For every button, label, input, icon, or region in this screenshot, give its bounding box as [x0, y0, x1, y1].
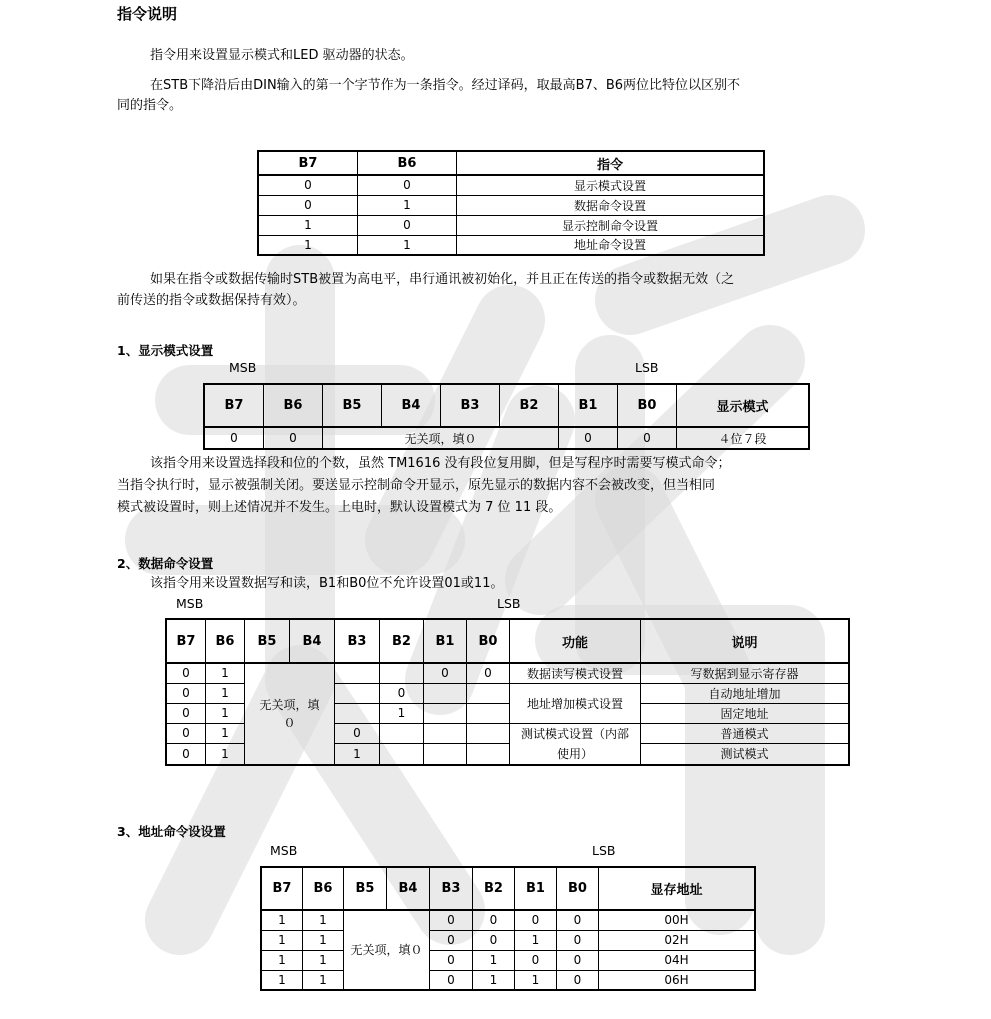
description-cell: 写数据到显示寄存器	[641, 663, 850, 683]
lsb-label: LSB	[635, 360, 659, 375]
dont-care-cell: 无关项，填０	[323, 427, 559, 449]
table-cell: 1	[358, 235, 457, 255]
table-cell: 0	[166, 723, 206, 744]
header-b3: B3	[335, 619, 380, 663]
table-cell: 0	[358, 175, 457, 195]
display-mode-table	[203, 383, 810, 450]
header-b5: B5	[245, 619, 290, 663]
table-cell	[335, 663, 380, 683]
header-b4: B4	[382, 384, 441, 427]
table-cell: 1	[303, 970, 344, 990]
header-display-address: 显存地址	[599, 867, 756, 910]
table-cell	[380, 663, 424, 683]
table-cell: 1	[261, 950, 303, 970]
description-cell: 测试模式	[641, 744, 850, 765]
description-cell: 自动地址增加	[641, 683, 850, 703]
address-command-table	[260, 866, 756, 991]
header-b1: B1	[424, 619, 467, 663]
header-b1: B1	[515, 867, 557, 910]
table-cell: 0	[515, 950, 557, 970]
display-mode-value: ４位７段	[677, 427, 810, 449]
address-cell: 00H	[599, 910, 756, 930]
table-cell: 0	[515, 910, 557, 930]
table-cell: 0	[258, 195, 358, 215]
header-b1: B1	[559, 384, 618, 427]
table-cell: 0	[166, 663, 206, 683]
table-cell: 0	[258, 175, 358, 195]
table-cell: 0	[335, 723, 380, 744]
dont-care-text: 无关项，填０	[259, 697, 320, 730]
table-cell: 0	[557, 910, 599, 930]
header-b4: B4	[290, 619, 335, 663]
table-cell: 1	[206, 663, 245, 683]
table-cell: 1	[380, 703, 424, 723]
address-cell: 04H	[599, 950, 756, 970]
page-title: 指令说明	[117, 5, 178, 23]
table-cell: 0	[473, 930, 515, 950]
header-b0: B0	[618, 384, 677, 427]
table-cell: 1	[358, 195, 457, 215]
section-1-title: 1、显示模式设置	[117, 343, 214, 358]
header-function: 功能	[510, 619, 641, 663]
msb-label: MSB	[229, 360, 257, 375]
table-cell: 0	[430, 970, 473, 990]
table-cell: 0	[166, 703, 206, 723]
table-cell: 0	[473, 910, 515, 930]
table-cell: 0	[430, 930, 473, 950]
data-command-table	[165, 618, 850, 766]
header-display-mode: 显示模式	[677, 384, 810, 427]
table-cell	[380, 723, 424, 744]
section-2-description: 该指令用来设置数据写和读，B1和B0位不允许设置01或11。	[150, 576, 504, 591]
header-b3: B3	[441, 384, 500, 427]
table-cell: 1	[261, 910, 303, 930]
table-cell: 1	[206, 683, 245, 703]
header-b5: B5	[323, 384, 382, 427]
table-cell: 1	[206, 703, 245, 723]
table-cell: 1	[303, 930, 344, 950]
intro-paragraph-2: 在STB下降沿后由DIN输入的第一个字节作为一条指令。经过译码，取最高B7、B6两位比特位以区别不	[150, 78, 741, 93]
section-1-paragraph-3: 模式被设置时，则上述情况并不发生。上电时，默认设置模式为 7 位 11 段。	[117, 500, 562, 515]
header-b2: B2	[380, 619, 424, 663]
table-cell: 0	[204, 427, 264, 449]
intro-paragraph-1: 指令用来设置显示模式和LED 驱动器的状态。	[150, 48, 414, 63]
table-cell: 显示模式设置	[457, 175, 765, 195]
header-description: 说明	[641, 619, 850, 663]
header-b5: B5	[344, 867, 387, 910]
table-cell	[335, 703, 380, 723]
section-3-title: 3、地址命令设设置	[117, 824, 226, 839]
function-text: 测试模式设置（内部使用）	[520, 726, 629, 761]
address-cell: 02H	[599, 930, 756, 950]
table-cell: 0	[424, 663, 467, 683]
table-cell: 1	[515, 930, 557, 950]
table-cell: 0	[264, 427, 323, 449]
table-cell: 1	[261, 930, 303, 950]
table-cell: 0	[557, 930, 599, 950]
table-cell	[467, 744, 510, 765]
table-cell: 0	[467, 663, 510, 683]
header-b0: B0	[467, 619, 510, 663]
dont-care-text: 无关项，填０	[350, 943, 423, 957]
lsb-label: LSB	[497, 596, 521, 611]
function-cell: 数据读写模式设置	[510, 663, 641, 683]
table-cell	[424, 683, 467, 703]
table-cell	[424, 744, 467, 765]
header-b0: B0	[557, 867, 599, 910]
header-b6: B6	[206, 619, 245, 663]
table-cell: 0	[166, 683, 206, 703]
header-b4: B4	[387, 867, 430, 910]
table-cell: 0	[166, 744, 206, 765]
table-cell: 1	[206, 744, 245, 765]
table-cell: 0	[358, 215, 457, 235]
table-cell: 0	[557, 950, 599, 970]
note-paragraph-cont: 前传送的指令或数据保持有效）。	[117, 293, 306, 308]
table-cell: 1	[473, 970, 515, 990]
section-1-paragraph-2: 当指令执行时，显示被强制关闭。要送显示控制命令开显示，原先显示的数据内容不会被改变，但当相同	[117, 478, 716, 493]
header-b7: B7	[166, 619, 206, 663]
table-cell	[467, 703, 510, 723]
header-b6: B6	[303, 867, 344, 910]
header-b7: B7	[204, 384, 264, 427]
description-cell: 固定地址	[641, 703, 850, 723]
table-cell: 0	[430, 910, 473, 930]
function-cell	[510, 723, 641, 765]
lsb-label: LSB	[592, 843, 616, 858]
header-b6: B6	[264, 384, 323, 427]
table-cell	[467, 683, 510, 703]
table-cell: 0	[618, 427, 677, 449]
table-cell: 1	[303, 910, 344, 930]
table-cell: 1	[473, 950, 515, 970]
table-cell	[467, 723, 510, 744]
table-cell: 1	[261, 970, 303, 990]
table-cell	[380, 744, 424, 765]
table-cell: 0	[557, 970, 599, 990]
address-cell: 06H	[599, 970, 756, 990]
dont-care-cell	[344, 910, 430, 990]
header-b6: B6	[358, 151, 457, 175]
table-cell: 1	[303, 950, 344, 970]
header-b3: B3	[430, 867, 473, 910]
description-cell: 普通模式	[641, 723, 850, 744]
header-b7: B7	[261, 867, 303, 910]
table-cell: 1	[258, 215, 358, 235]
note-paragraph: 如果在指令或数据传输时STB被置为高电平，串行通讯被初始化，并且正在传送的指令或数据无效（之	[150, 272, 735, 287]
table-cell	[424, 723, 467, 744]
table-cell: 地址命令设置	[457, 235, 765, 255]
section-2-title: 2、数据命令设置	[117, 556, 214, 571]
table-cell: 1	[258, 235, 358, 255]
table-cell: 显示控制命令设置	[457, 215, 765, 235]
dont-care-cell	[245, 663, 335, 765]
header-command: 指令	[457, 151, 765, 175]
header-b2: B2	[473, 867, 515, 910]
table-cell: 1	[206, 723, 245, 744]
table-cell: 0	[559, 427, 618, 449]
table-cell: 数据命令设置	[457, 195, 765, 215]
table-cell	[335, 683, 380, 703]
table-cell: 0	[380, 683, 424, 703]
function-cell: 地址增加模式设置	[510, 683, 641, 723]
table-cell: 1	[515, 970, 557, 990]
msb-label: MSB	[270, 843, 298, 858]
msb-label: MSB	[176, 596, 204, 611]
section-1-paragraph: 该指令用来设置选择段和位的个数，虽然 TM1616 没有段位复用脚，但是写程序时需要写模式命令；	[150, 456, 731, 471]
intro-paragraph-2-cont: 同的指令。	[117, 98, 183, 113]
table-cell	[424, 703, 467, 723]
header-b7: B7	[258, 151, 358, 175]
table-cell: 1	[335, 744, 380, 765]
header-b2: B2	[500, 384, 559, 427]
command-table	[257, 150, 765, 256]
table-cell: 0	[430, 950, 473, 970]
